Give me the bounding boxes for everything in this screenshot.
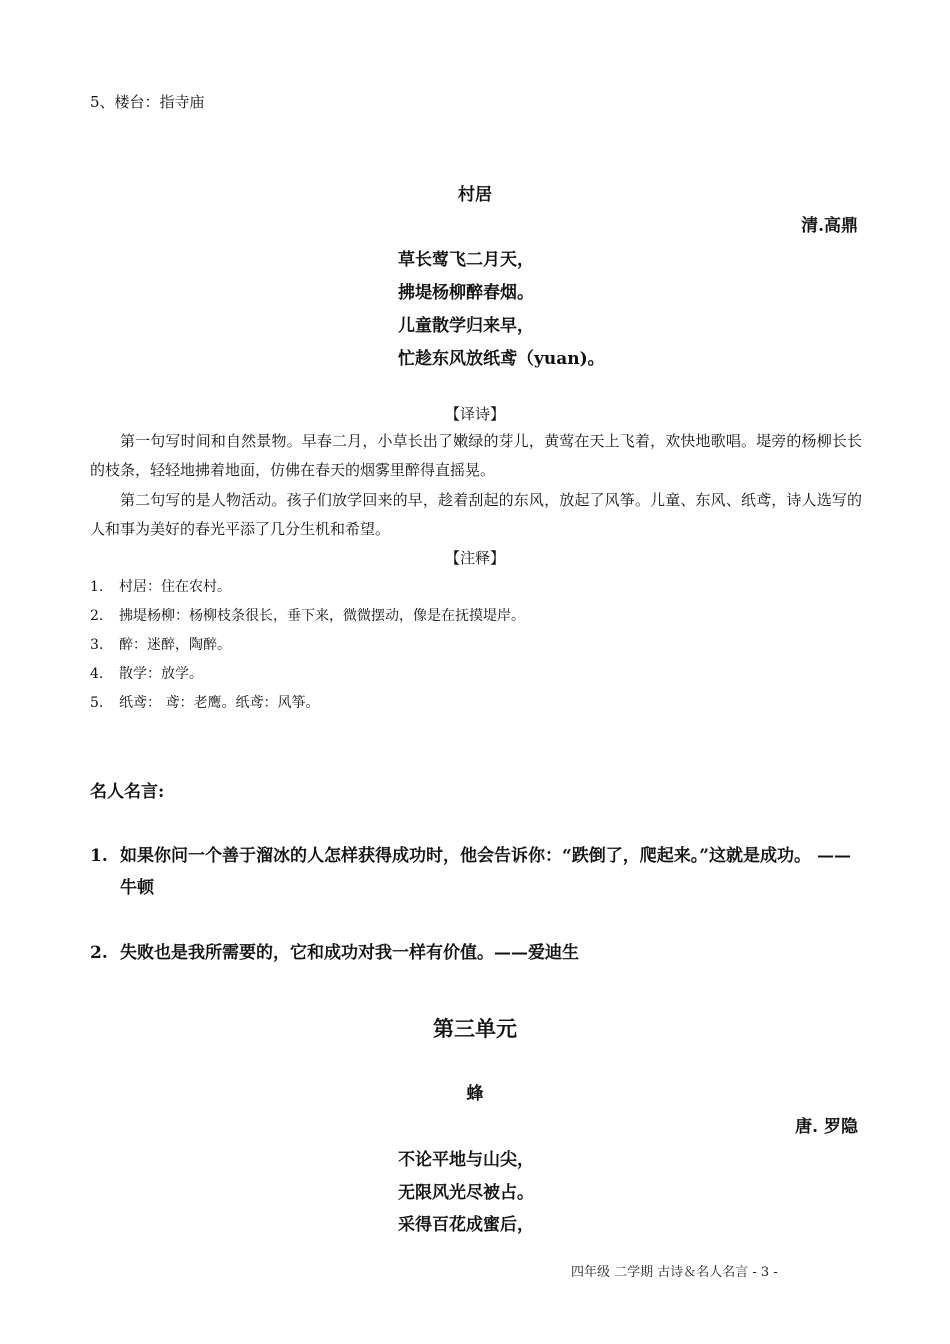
note-item [90, 663, 203, 683]
note-number: 2. [90, 608, 104, 624]
note-number: 1. [90, 579, 104, 595]
poem-line: 草长莺飞二月天， [398, 250, 534, 270]
note-item [90, 576, 231, 596]
note-number: 4. [90, 666, 104, 682]
note-text: 醉：迷醉，陶醉。 [119, 637, 231, 653]
poem-line: 无限风光尽被占。 [398, 1183, 534, 1203]
poem-line: 采得百花成蜜后， [398, 1215, 534, 1235]
quotes-label: 名人名言: [90, 782, 165, 802]
poem-line: 忙趁东风放纸鸢（yuan)。 [398, 349, 605, 369]
quote-text: 如果你问一个善于溜冰的人怎样获得成功时，他会告诉你：“跌倒了，爬起来。”这就是成功。 ——牛顿 [120, 846, 851, 898]
translation-heading: 【译诗】 [444, 405, 505, 423]
quote-number: 1. [90, 846, 108, 866]
translation-paragraph: 第二句写的是人物活动。孩子们放学回来的早，趁着刮起的东风，放起了风筝。儿童、东风、纸鸢，诗人选写的人和事为美好的春光平添了几分生机和希望。 [90, 491, 862, 538]
quote-item [90, 840, 865, 904]
poem-author: 唐. 罗隐 [795, 1117, 858, 1137]
quote-text: 失败也是我所需要的，它和成功对我一样有价值。——爱迪生 [120, 943, 579, 963]
note-number: 3. [90, 637, 104, 653]
quote-item [90, 937, 865, 969]
poem-line: 拂堤杨柳醉春烟。 [398, 283, 534, 303]
notes-heading: 【注释】 [444, 549, 505, 567]
quote-number: 2. [90, 943, 108, 963]
note-text: 拂堤杨柳：杨柳枝条很长，垂下来，微微摆动，像是在抚摸堤岸。 [119, 608, 525, 624]
unit-title: 第三单元 [433, 1016, 517, 1041]
note-text: 村居：住在农村。 [119, 579, 231, 595]
poem-title: 村居 [458, 185, 492, 205]
poem-author: 清.高鼎 [801, 216, 858, 236]
top-note: 5、楼台：指寺庙 [90, 93, 205, 111]
note-text: 散学：放学。 [119, 666, 203, 682]
note-item [90, 634, 231, 654]
poem-title: 蜂 [466, 1084, 484, 1104]
note-item [90, 605, 525, 625]
note-number: 5. [90, 695, 104, 711]
translation-paragraph: 第一句写时间和自然景物。早春二月，小草长出了嫩绿的芽儿，黄莺在天上飞着，欢快地歌唱。堤旁的杨柳长长的枝条，轻轻地拂着地面，仿佛在春天的烟雾里醉得直摇晃。 [90, 432, 862, 479]
note-item [90, 692, 319, 712]
poem-line: 儿童散学归来早， [398, 316, 534, 336]
note-text: 纸鸢： 鸢：老鹰。纸鸢：风筝。 [119, 695, 320, 711]
page-footer: 四年级 二学期 古诗＆名人名言 - 3 - [571, 1265, 778, 1280]
poem-line: 不论平地与山尖， [398, 1150, 534, 1170]
